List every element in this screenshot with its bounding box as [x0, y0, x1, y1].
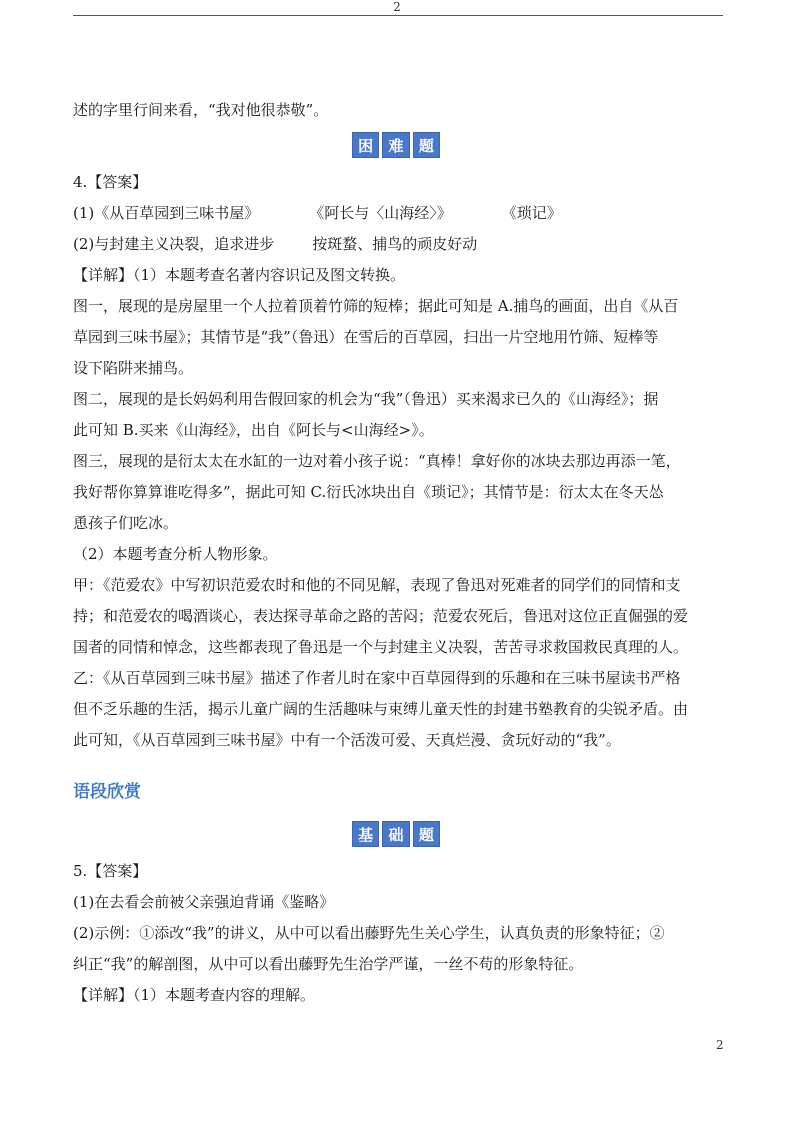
answer-line — [73, 203, 733, 223]
detail-line: 【详解】（1）本题考查名著内容识记及图文转换。 — [73, 266, 406, 284]
header-page-number: 2 — [393, 0, 401, 14]
badge-char: 基 — [352, 821, 379, 847]
question-4-label: 4.【答案】 — [73, 173, 148, 191]
answer-part: 按斑蝥、捕鸟的顽皮好动 — [312, 235, 478, 253]
detail-line: 我好帮你算算谁吃得多”，据此可知 C.衍氏冰块出自《琐记》；其情节是：衍太太在冬天怂 — [73, 483, 664, 501]
detail-line: 图三，展现的是衍太太在水缸的一边对着小孩子说：“真棒！拿好你的冰块去那边再添一笔， — [73, 452, 681, 470]
section-title: 语段欣赏 — [73, 782, 141, 802]
badge-char: 困 — [352, 132, 379, 158]
answer-part: (2)与封建主义决裂，追求进步 — [73, 235, 275, 253]
detail-line: 但不乏乐趣的生活，揭示儿童广阔的生活趣味与束缚儿童天性的封建书塾教育的尖锐矛盾。由 — [73, 700, 689, 718]
detail-line: 恿孩子们吃冰。 — [73, 514, 179, 532]
answer-line — [73, 234, 733, 254]
badge-char: 础 — [382, 821, 409, 847]
badge-char: 题 — [413, 821, 440, 847]
badge-basic-questions — [352, 821, 440, 847]
answer-part: (1)《从百草园到三味书屋》 — [73, 204, 260, 222]
header-divider — [73, 15, 723, 16]
detail-line: 乙：《从百草园到三味书屋》描述了作者儿时在家中百草园得到的乐趣和在三味书屋读书严格 — [73, 669, 681, 687]
badge-char: 题 — [413, 132, 440, 158]
answer-line: (2)示例：①添改“我”的讲义，从中可以看出藤野先生关心学生，认真负责的形象特征；② — [73, 924, 665, 942]
detail-line: 国者的同情和悼念，这些都表现了鲁迅是一个与封建主义决裂，苦苦寻求救国救民真理的人。 — [73, 638, 689, 656]
text-line: 述的字里行间来看，“我对他很恭敬”。 — [73, 101, 329, 119]
detail-line: 持；和范爱农的喝酒谈心，表达探寻革命之路的苦闷；范爱农死后，鲁迅对这位正直倔强的爱 — [73, 607, 689, 625]
detail-line: 此可知 B.买来《山海经》，出自《阿长与<山海经>》。 — [73, 421, 434, 439]
detail-line: 此可知，《从百草园到三味书屋》中有一个活泼可爱、天真烂漫、贪玩好动的“我”。 — [73, 731, 621, 749]
detail-line: （2）本题考查分析人物形象。 — [73, 545, 278, 563]
detail-line: 图一，展现的是房屋里一个人拉着顶着竹筛的短棒；据此可知是 A.捕鸟的画面，出自《从百 — [73, 297, 679, 315]
answer-part: 《琐记》 — [501, 204, 562, 222]
detail-line: 草园到三味书屋》；其情节是“我”（鲁迅）在雪后的百草园，扫出一片空地用竹筛、短棒等 — [73, 328, 659, 346]
question-5-label: 5.【答案】 — [73, 862, 148, 880]
detail-line: 甲：《范爱农》中写初识范爱农时和他的不同见解，表现了鲁迅对死难者的同学们的同情和支 — [73, 576, 681, 594]
detail-line: 图二，展现的是长妈妈利用告假回家的机会为“我”（鲁迅）买来渴求已久的《山海经》；据 — [73, 390, 659, 408]
badge-char: 难 — [382, 132, 409, 158]
answer-part: 《阿长与〈山海经〉》 — [309, 204, 452, 222]
answer-line: (1)在去看会前被父亲强迫背诵《鉴略》 — [73, 893, 335, 911]
footer-page-number: 2 — [716, 1038, 724, 1052]
detail-line: 【详解】（1）本题考查内容的理解。 — [73, 986, 316, 1004]
badge-hard-questions — [352, 132, 440, 158]
detail-line: 设下陷阱来捕鸟。 — [73, 359, 194, 377]
answer-line: 纠正“我”的解剖图，从中可以看出藤野先生治学严谨，一丝不苟的形象特征。 — [73, 955, 584, 973]
